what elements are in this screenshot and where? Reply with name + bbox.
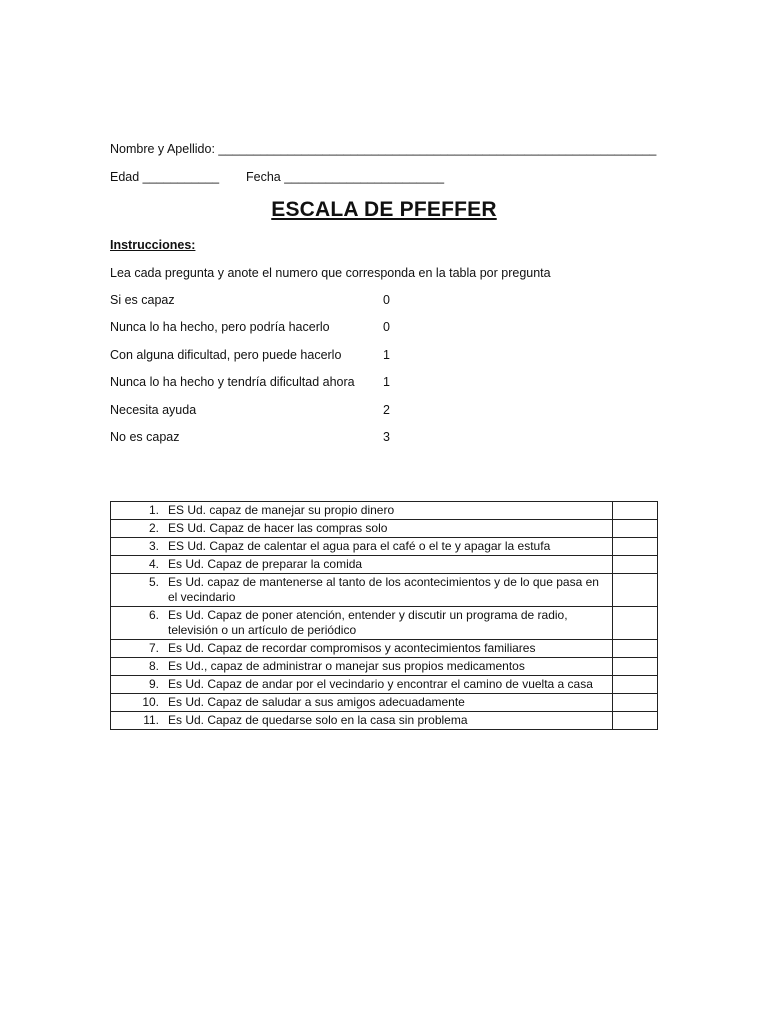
legend-row [110,319,410,335]
legend-label: Con alguna dificultad, pero puede hacerlo [110,348,342,362]
legend-label: No es capaz [110,430,180,444]
answer-cell[interactable] [613,712,658,730]
legend-row [110,292,410,308]
legend-label: Nunca lo ha hecho y tendría dificultad ahora [110,375,355,389]
answer-cell[interactable] [613,538,658,556]
question-text: Es Ud., capaz de administrar o manejar sus propios medicamentos [168,659,525,673]
question-number: 1. [148,503,159,517]
table-row [111,607,658,640]
answer-cell[interactable] [613,658,658,676]
question-number: 2. [148,521,159,535]
answer-cell[interactable] [613,640,658,658]
legend-row [110,402,410,418]
legend-value: 0 [383,293,390,307]
legend-value: 2 [383,403,390,417]
question-text: Es Ud. Capaz de andar por el vecindario y encontrar el camino de vuelta a casa [168,677,593,691]
answer-cell[interactable] [613,574,658,607]
age-line: Edad ___________ [110,170,220,184]
date-line: Fecha _______________________ [246,170,445,184]
instructions-text: Lea cada pregunta y anote el numero que corresponda en la tabla por pregunta [110,266,551,280]
name-line: Nombre y Apellido: _______________________________________________________________ [110,142,657,156]
question-text: ES Ud. Capaz de calentar el agua para el café o el te y apagar la estufa [168,539,551,553]
instructions-heading: Instrucciones: [110,238,196,252]
table-row [111,658,658,676]
question-text: Es Ud. capaz de mantenerse al tanto de los acontecimientos y de lo que pasa en el vecindario [168,575,599,604]
legend-label: Nunca lo ha hecho, pero podría hacerlo [110,320,330,334]
question-text: Es Ud. Capaz de saludar a sus amigos adecuadamente [168,695,465,709]
page-title: ESCALA DE PFEFFER [271,198,497,221]
legend-label: Si es capaz [110,293,175,307]
question-number: 7. [148,641,159,655]
question-text: Es Ud. Capaz de poner atención, entender y discutir un programa de radio, televisión o un artículo de periódico [168,608,568,637]
questions-table [110,501,658,730]
table-row [111,556,658,574]
question-text: Es Ud. Capaz de preparar la comida [168,557,363,571]
question-text: Es Ud. Capaz de quedarse solo en la casa sin problema [168,713,468,727]
question-text: ES Ud. capaz de manejar su propio dinero [168,503,395,517]
question-text: ES Ud. Capaz de hacer las compras solo [168,521,388,535]
question-number: 10. [142,695,159,709]
question-number: 4. [148,557,159,571]
answer-cell[interactable] [613,607,658,640]
answer-cell[interactable] [613,520,658,538]
table-row [111,676,658,694]
legend-value: 0 [383,320,390,334]
legend-label: Necesita ayuda [110,403,197,417]
legend-value: 1 [383,375,390,389]
legend-row [110,429,410,445]
legend-row [110,374,410,390]
question-number: 9. [148,677,159,691]
table-row [111,538,658,556]
legend-value: 1 [383,348,390,362]
table-row [111,502,658,520]
question-number: 6. [148,608,159,622]
table-row [111,694,658,712]
question-number: 5. [148,575,159,589]
legend-value: 3 [383,430,390,444]
table-row [111,520,658,538]
table-row [111,712,658,730]
table-row [111,574,658,607]
answer-cell[interactable] [613,694,658,712]
answer-cell[interactable] [613,676,658,694]
question-number: 11. [143,713,159,727]
question-text: Es Ud. Capaz de recordar compromisos y acontecimientos familiares [168,641,536,655]
answer-cell[interactable] [613,556,658,574]
table-row [111,640,658,658]
legend-row [110,347,410,363]
answer-cell[interactable] [613,502,658,520]
question-number: 8. [148,659,159,673]
question-number: 3. [148,539,159,553]
